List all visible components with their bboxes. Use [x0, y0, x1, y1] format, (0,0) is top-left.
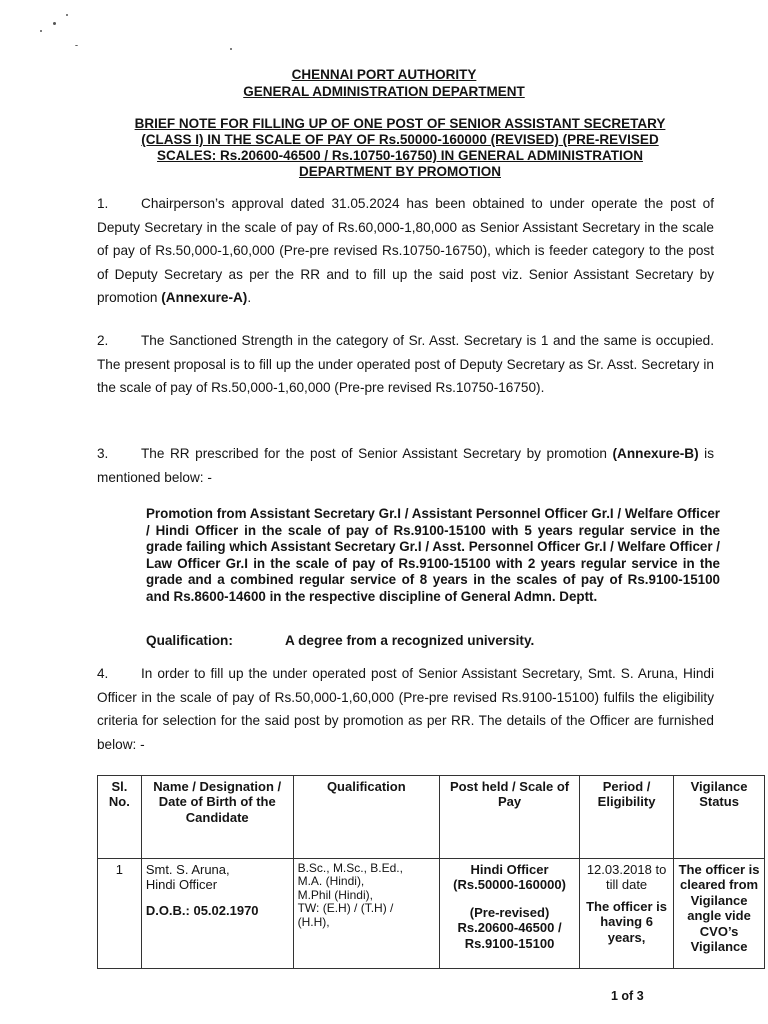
- paragraph-number: 1.: [97, 196, 109, 211]
- paragraph-text: The RR prescribed for the post of Senior Assistant Secretary by promotion: [141, 446, 607, 461]
- cell-name: [141, 859, 293, 969]
- note-title-line: BRIEF NOTE FOR FILLING UP OF ONE POST OF SENIOR ASSISTANT SECRETARY: [134, 116, 666, 131]
- scan-speck: [230, 48, 232, 50]
- department-name: GENERAL ADMINISTRATION DEPARTMENT: [243, 84, 525, 99]
- paragraph-number: 3.: [97, 446, 109, 461]
- note-title-line: DEPARTMENT BY PROMOTION: [298, 164, 501, 179]
- column-header-vigilance: Vigilance Status: [674, 776, 765, 859]
- scan-speck: [75, 45, 78, 46]
- paragraph-4: [97, 662, 714, 756]
- table-header-row: [98, 776, 765, 859]
- column-header-name: Name / Designation / Date of Birth of the Candidate: [141, 776, 293, 859]
- note-title-line: SCALES: Rs.20600-46500 / Rs.10750-16750) IN GENERAL ADMINISTRATION: [157, 148, 643, 163]
- scan-speck: [40, 30, 42, 32]
- qualification-label: Qualification:: [146, 633, 233, 648]
- paragraph-1: 1. Chairperson’s approval dated 31.05.2024 has been obtained to under operate the post of Deputy Secretary in the scale of pay of Rs.60,000-1,80,000 as Senior Assistant Secretary in the scale of pay of Rs.50,000-1,60,000 (Pre-pre revised Rs.10750-16750), which is feeder category to the post of Deputy Secretary as per the RR and to fill up the said post viz. Senior Assistant Secretary by promotion (Annexure-A).: [97, 192, 714, 310]
- paragraph-text: The Sanctioned Strength in the category of Sr. Asst. Secretary is 1 and the same is occupied. The present proposal is to fill up the under operated post of Deputy Secretary as Sr. Asst. Secretary in the scale of pay of Rs.50,000-1,60,000 (Pre-pre revised Rs.10750-16750).: [97, 333, 714, 396]
- period-value: 12.03.2018 to till date: [586, 862, 667, 893]
- post-prerevised-scale: (Pre-revised) Rs.20600-46500 / Rs.9100-15100: [457, 904, 562, 951]
- authority-name: CHENNAI PORT AUTHORITY: [291, 67, 477, 82]
- paragraph-number: 2.: [97, 333, 109, 348]
- candidate-designation: Hindi Officer: [145, 877, 218, 893]
- cell-post: [440, 859, 580, 969]
- cell-qualification: B.Sc., M.Sc., B.Ed., M.A. (Hindi), M.Phil (Hindi), TW: (E.H) / (T.H) / (H.H),: [293, 859, 439, 969]
- scan-speck: [53, 22, 56, 25]
- paragraph-text: Chairperson’s approval dated 31.05.2024 has been obtained to under operate the post of Deputy Secretary in the scale of pay of Rs.60,000-1,80,000 as Senior Assistant Secretary in the scale of pay of Rs.50,000-1,60,000 (Pre-pre revised Rs.10750-16750), which is feeder category to the post of Deputy Secretary as per the RR and to fill up the said post viz. Senior Assistant Secretary by promotion: [97, 196, 714, 306]
- scan-speck: [66, 14, 68, 16]
- column-header-qualification: Qualification: [293, 776, 439, 859]
- candidate-name: Smt. S. Aruna,: [145, 862, 230, 877]
- eligibility-value: The officer is having 6 years,: [586, 898, 668, 945]
- candidate-dob: D.O.B.: 05.02.1970: [145, 902, 259, 918]
- note-title-line: (CLASS I) IN THE SCALE OF PAY OF Rs.50000-160000 (REVISED) (PRE-REVISED: [141, 132, 659, 147]
- cell-vigilance: The officer is cleared from Vigilance angle vide CVO’s Vigilance: [674, 859, 765, 969]
- post-held: Hindi Officer (Rs.50000-160000): [453, 862, 566, 893]
- column-header-post: Post held / Scale of Pay: [440, 776, 580, 859]
- paragraph-number: 4.: [97, 666, 109, 681]
- cell-period: [580, 859, 674, 969]
- paragraph-3: 3. The RR prescribed for the post of Senior Assistant Secretary by promotion (Annexure-B) is mentioned below: -: [97, 442, 714, 489]
- paragraph-2: [97, 329, 714, 400]
- annexure-reference: (Annexure-A): [161, 290, 248, 306]
- annexure-reference: (Annexure-B): [612, 446, 699, 461]
- qualification-line: [146, 633, 534, 649]
- officer-details-table: [97, 775, 765, 969]
- table-row: [98, 859, 765, 969]
- cell-sl-no: 1: [98, 859, 142, 969]
- paragraph-text: In order to fill up the under operated post of Senior Assistant Secretary, Smt. S. Aruna, Hindi Officer in the scale of pay of Rs.50,000-1,60,000 (Pre-pre revised Rs.9100-15100) fulfils the eligibility criteria for selection for the said post by promotion as per RR. The details of the Officer are furnished below: -: [97, 666, 714, 752]
- column-header-period: Period / Eligibility: [580, 776, 674, 859]
- rr-quote: Promotion from Assistant Secretary Gr.I / Assistant Personnel Officer Gr.I / Welfare Officer / Hindi Officer in the scale of pay of Rs.9100-15100 with 5 years regular service in the grade failing which Assistant Secretary Gr.I / Asst. Personnel Officer Gr.I / Welfare Officer / Law Officer Gr.I in the scale of pay of Rs.9100-15100 with 2 years regular service in the grade and a combined regular service of 8 years in the scales of pay of Rs.9100-15100 and Rs.8600-14600 in the respective discipline of General Admn. Deptt.: [146, 506, 721, 604]
- column-header-sl-no: Sl. No.: [98, 776, 142, 859]
- qualification-value: A degree from a recognized university.: [285, 633, 535, 648]
- page-number: 1 of 3: [611, 989, 644, 1003]
